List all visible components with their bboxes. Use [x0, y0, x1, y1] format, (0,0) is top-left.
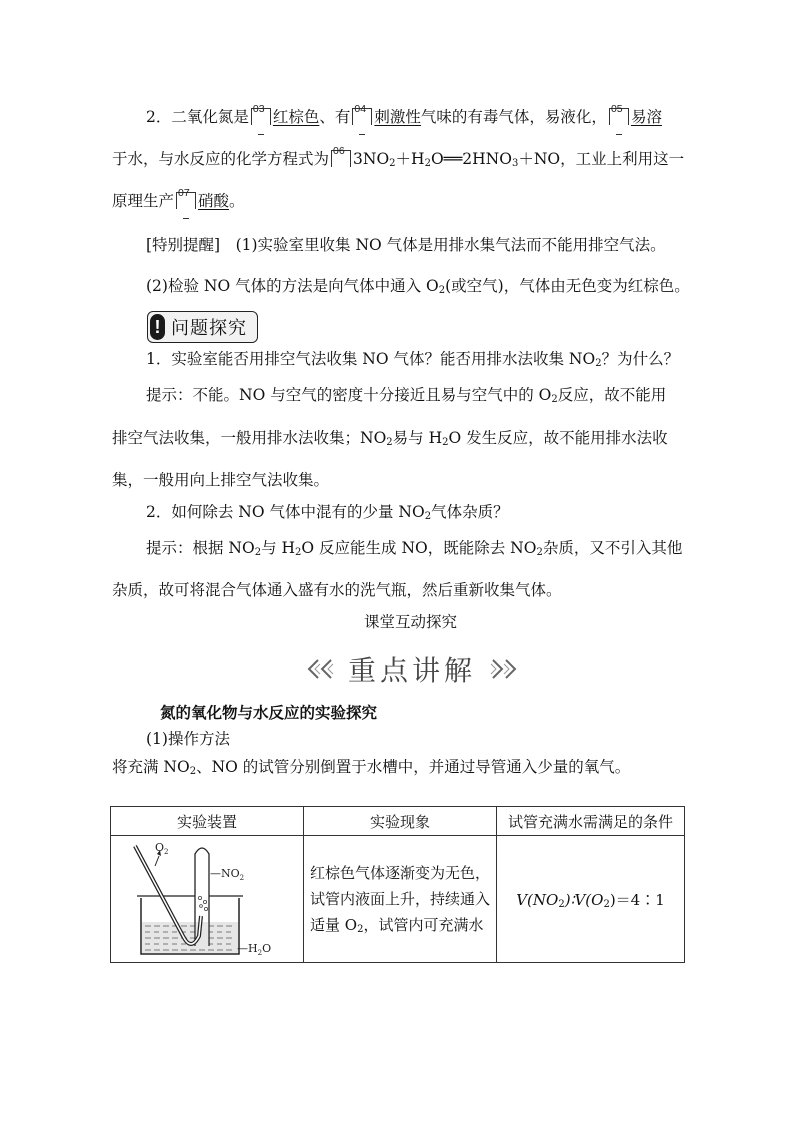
answer-03: 红棕色	[272, 108, 320, 126]
tip-1: [特别提醒] (1)实验室里收集 NO 气体是用排水集气法而不能用排空气法。	[146, 236, 666, 254]
p2-prefix: 2．二氧化氮是	[146, 108, 249, 126]
answer-05: 易溶	[630, 108, 662, 126]
svg-text:—NO2: $—NO_2$	[210, 867, 245, 882]
operation-method-text: 将充满 $NO_2$、NO 的试管分别倒置于水槽中，并通过导管通入少量的氧气。	[112, 758, 631, 777]
answer-1-line2: 排空气法收集，一般用排水法收集；$NO_2$易与 $H_2O$ 发生反应，故不能用排水法收	[112, 429, 668, 448]
topic-heading: 氮的氧化物与水反应的实验探究	[160, 703, 378, 722]
p2-line3: 原理生产 07 硝酸。	[112, 190, 245, 212]
experiment-table	[110, 806, 685, 963]
answer-1-line1: 提示：不能。NO 与空气的密度十分接近且易与空气中的 $O_2$反应，故不能用	[146, 386, 667, 405]
answer-1-line3: 集，一般用向上排空气法收集。	[112, 471, 330, 489]
section-title-text: 重点讲解	[347, 654, 476, 687]
answer-2-line2: 杂质，故可将混合气体通入盛有水的洗气瓶，然后重新收集气体。	[112, 581, 562, 599]
header-phenomenon: 实验现象	[304, 807, 497, 836]
tip-2: (2)检验 NO 气体的方法是向气体中通入 $O_2$(或空气)，气体由无色变为红棕色。	[146, 277, 690, 296]
condition-cell: $V(NO_2)∶V(O_2)=4∶1$	[497, 836, 685, 963]
badge-label: 问题探究	[171, 318, 247, 338]
answer-2-line1: 提示：根据 $NO_2$与 $H_2O$ 反应能生成 NO，既能除去 $NO_2$杂质，又不引入其他	[146, 539, 683, 558]
answer-07: 硝酸	[198, 192, 230, 210]
header-condition: 试管充满水需满足的条件	[497, 807, 685, 836]
answer-blank-04: 04	[352, 108, 372, 125]
answer-blank-03: 03	[251, 108, 271, 125]
apparatus-cell	[111, 836, 304, 963]
svg-text:—H2O: $—H_2O$	[237, 942, 272, 957]
answer-04: 刺激性	[374, 108, 421, 126]
table-row	[111, 836, 685, 963]
answer-blank-06: 06	[331, 150, 351, 167]
question-explore-badge	[147, 311, 258, 343]
question-2: 2．如何除去 NO 气体中混有的少量 $NO_2$气体杂质？	[146, 503, 509, 522]
header-apparatus: 实验装置	[111, 807, 304, 836]
answer-blank-05: 05	[609, 108, 629, 125]
apparatus-diagram	[111, 836, 301, 958]
chemical-equation: $3NO_2+H_2O══2HNO_3+NO$，工业上利用这一	[353, 150, 685, 169]
exclamation-icon: !	[150, 314, 165, 340]
double-chevron-right-icon	[483, 658, 517, 680]
section-title	[307, 651, 517, 687]
classroom-heading: 课堂互动探究	[364, 613, 458, 631]
phenomenon-cell: 红棕色气体逐渐变为无色，试管内液面上升，持续通入适量 $O_2$，试管内可充满水	[304, 836, 497, 963]
double-chevron-left-icon	[307, 658, 341, 680]
p2-line2: 于水，与水反应的化学方程式为 06 $3NO_2+H_2O══2HNO_3+NO$，工业上利用这一	[112, 145, 685, 169]
table-header-row	[111, 807, 685, 836]
answer-blank-07: 07	[176, 192, 196, 209]
p2-line1: 2．二氧化氮是 03 红棕色、有 04 刺激性气味的有毒气体，易液化， 05 易溶	[146, 106, 662, 128]
svg-text:O2: $O_2$	[155, 841, 169, 856]
operation-method-label: (1)操作方法	[146, 730, 230, 748]
question-1: 1．实验室能否用排空气法收集 NO 气体？能否用排水法收集 $NO_2$？为什么？	[146, 350, 680, 369]
